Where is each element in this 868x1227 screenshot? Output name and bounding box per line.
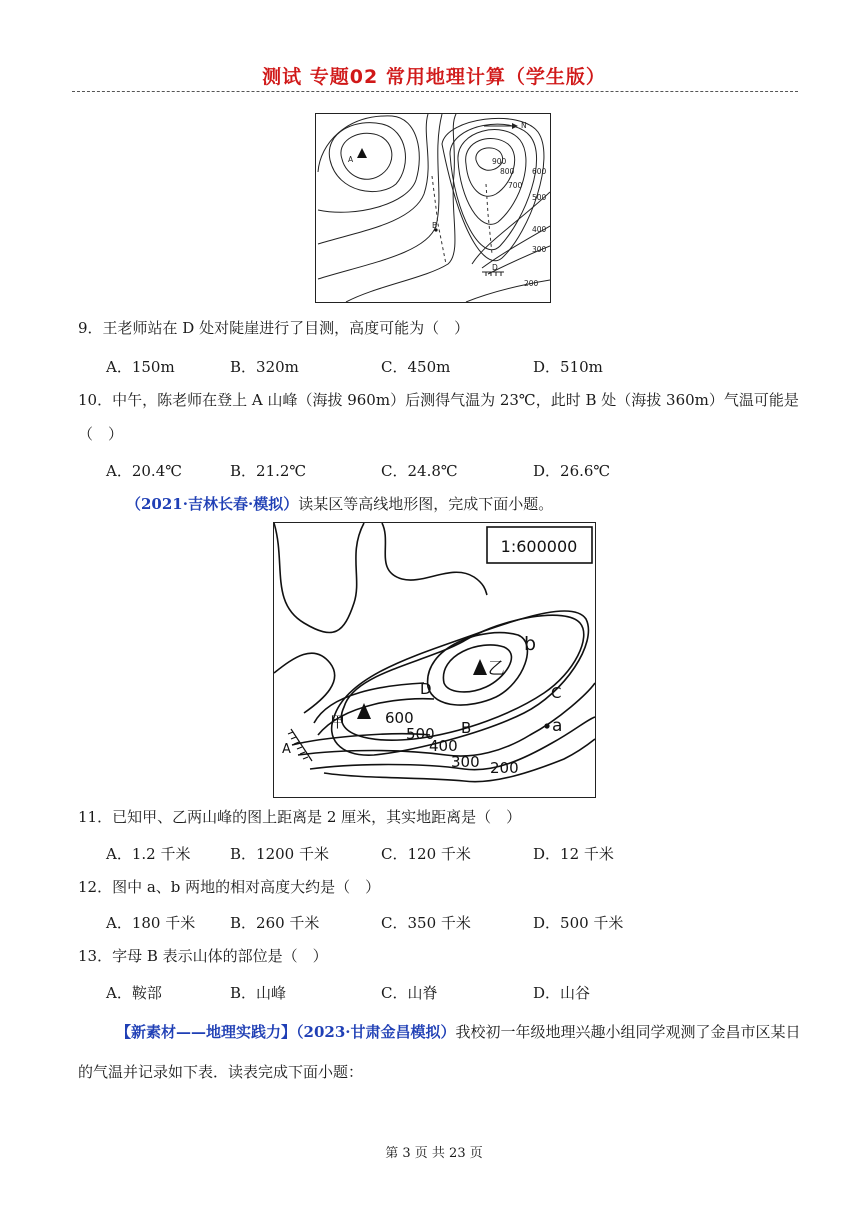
q9-option-d[interactable]: D．510m [533,358,603,376]
q13-option-b[interactable]: B．山峰 [230,984,287,1002]
header-divider [72,91,798,92]
section-intro-3-cont: 的气温并记录如下表．读表完成下面小题： [78,1063,364,1081]
point-label-c: C [551,684,562,702]
q9-option-a[interactable]: A．150m [106,358,175,376]
q9-option-c[interactable]: C．450m [381,358,451,376]
contour-label-300: 300 [451,753,480,771]
question-11-stem: 11．已知甲、乙两山峰的图上距离是 2 厘米，其实地距离是（ ） [78,808,522,826]
point-label-d-upper: D [420,680,432,698]
q11-option-a[interactable]: A．1.2 千米 [106,845,191,863]
peak-label-yi: 乙 [488,659,505,679]
q13-option-c[interactable]: C．山脊 [381,984,438,1002]
contour-label-300: 300 [532,245,547,254]
contour-label-200: 200 [524,279,539,288]
source-tag: 【新素材——地理实践力】 [116,1023,297,1041]
q12-option-d[interactable]: D．500 千米 [533,914,624,932]
source-label: （2021·吉林长春·模拟） [126,495,299,513]
contour-map-2-svg [274,523,595,797]
q11-option-d[interactable]: D．12 千米 [533,845,614,863]
q11-option-c[interactable]: C．120 千米 [381,845,471,863]
question-12-stem: 12．图中 a、b 两地的相对高度大约是（ ） [78,878,381,896]
point-label-a: A [348,155,354,164]
contour-label-200: 200 [490,759,519,777]
q12-option-b[interactable]: B．260 千米 [230,914,320,932]
q13-option-d[interactable]: D．山谷 [533,984,591,1002]
question-10-options [106,460,826,480]
contour-label-900: 900 [492,157,507,166]
peak-label-jia: 甲 [330,713,346,731]
question-9-options [106,356,826,376]
page-number: 第 3 页 共 23 页 [385,1146,483,1161]
point-label-b: B [432,221,438,230]
contour-label-700: 700 [508,181,523,190]
point-label-a-lower: a [552,716,563,736]
q11-option-b[interactable]: B．1200 千米 [230,845,329,863]
north-label: N [521,121,527,130]
question-13-stem: 13．字母 B 表示山体的部位是（ ） [78,947,328,965]
question-13-options [106,982,826,1002]
q10-option-b[interactable]: B．21.2℃ [230,462,307,480]
section-intro-3 [116,1022,801,1042]
point-label-d: D [492,263,498,272]
contour-label-400: 400 [532,225,547,234]
question-9-stem: 9．王老师站在 D 处对陡崖进行了目测，高度可能为（ ） [78,319,470,337]
question-12-options [106,912,826,932]
source-label-2: （2023·甘肃金昌模拟） [296,1023,456,1041]
q10-option-c[interactable]: C．24.8℃ [381,462,458,480]
scale-label: 1:600000 [500,537,578,556]
contour-label-600: 600 [385,709,414,727]
contour-map-figure-2 [273,522,596,798]
question-10-stem-cont: （ ） [78,425,124,443]
contour-label-800: 800 [500,167,515,176]
contour-map-1-svg [316,114,550,302]
point-label-a-upper: A [282,742,291,757]
point-label-b-lower: b [524,633,537,655]
contour-label-400: 400 [429,737,458,755]
page-title: 测试 专题02 常用地理计算（学生版） [262,66,606,88]
q9-option-b[interactable]: B．320m [230,358,299,376]
intro-text: 读某区等高线地形图，完成下面小题。 [298,495,554,513]
section-intro-2 [126,494,553,514]
q12-option-c[interactable]: C．350 千米 [381,914,471,932]
contour-map-figure-1 [315,113,551,303]
q13-option-a[interactable]: A．鞍部 [106,984,162,1002]
point-label-b-upper: B [461,719,472,737]
q12-option-a[interactable]: A．180 千米 [106,914,196,932]
contour-label-500: 500 [532,193,547,202]
contour-label-600: 600 [532,167,547,176]
intro-3-text: 我校初一年级地理兴趣小组同学观测了金昌市区某日 [455,1023,801,1041]
question-11-options [106,843,826,863]
question-10-stem: 10．中午，陈老师在登上 A 山峰（海拔 960m）后测得气温为 23℃，此时 B 处（海拔 360m）气温可能是 [78,391,799,409]
q10-option-a[interactable]: A．20.4℃ [106,462,183,480]
contour-label-500: 500 [406,725,435,743]
q10-option-d[interactable]: D．26.6℃ [533,462,611,480]
